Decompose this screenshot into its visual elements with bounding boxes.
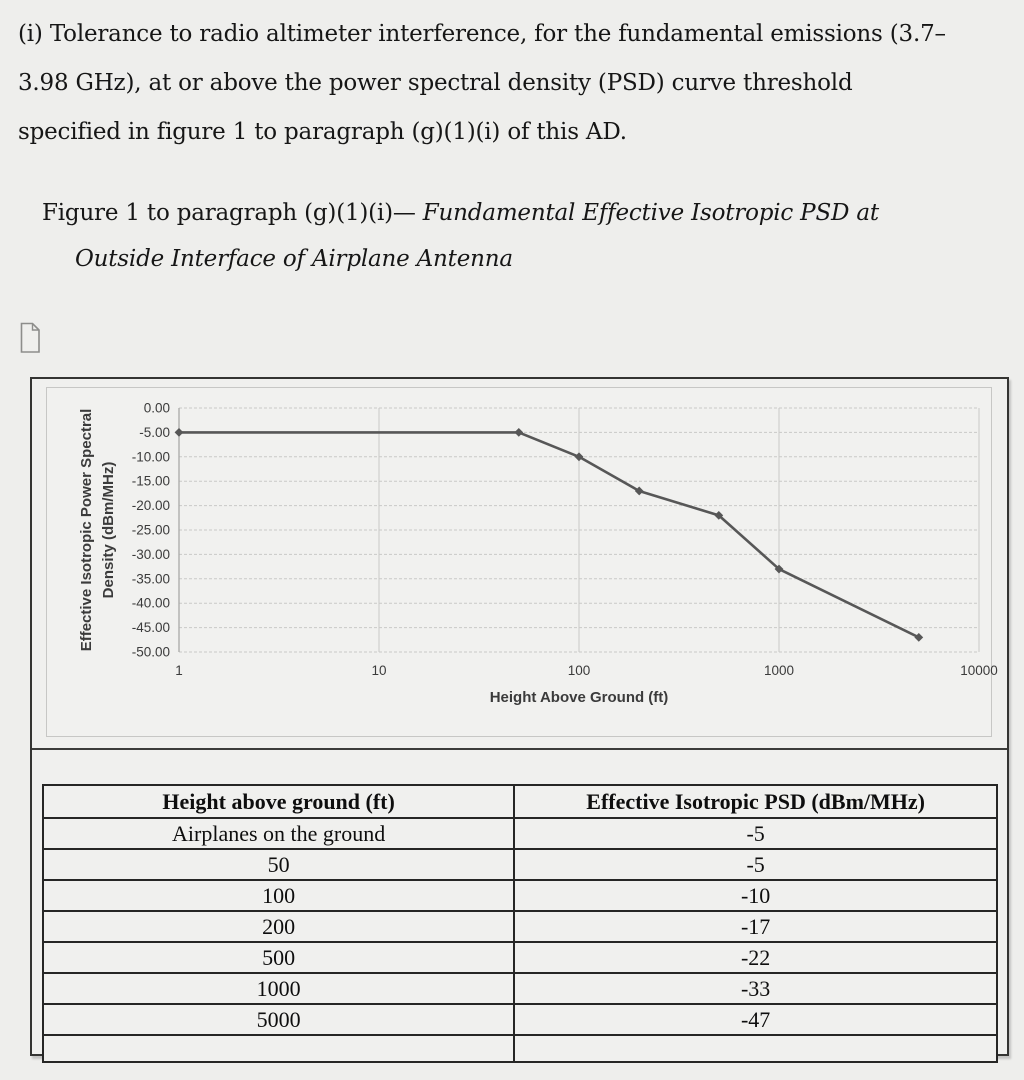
- y-tick-label: -35.00: [131, 571, 170, 587]
- y-axis-title-line1: Effective Isotropic Power Spectral: [78, 408, 95, 652]
- y-tick-label: -20.00: [131, 498, 170, 514]
- table-cell: -47: [514, 1004, 997, 1035]
- table-header-cell: Effective Isotropic PSD (dBm/MHz): [514, 785, 997, 818]
- figure-caption-line: [18, 190, 978, 236]
- y-tick-label: -40.00: [131, 595, 170, 611]
- figure-box: [30, 377, 1009, 1056]
- table-cell: 1000: [43, 973, 514, 1004]
- y-tick-label: 0.00: [143, 400, 170, 416]
- table-spacer-row: [43, 1035, 997, 1062]
- table-row: [43, 818, 997, 849]
- body-text-line: specified in figure 1 to paragraph (g)(1)(i) of this AD.: [18, 119, 627, 145]
- table-row: [43, 880, 997, 911]
- table-cell: Airplanes on the ground: [43, 818, 514, 849]
- y-tick-label: -25.00: [131, 522, 170, 538]
- table-header-row: [43, 785, 997, 818]
- table-cell: -10: [514, 880, 997, 911]
- table-row: [43, 1004, 997, 1035]
- body-text-line: 3.98 GHz), at or above the power spectral density (PSD) curve threshold: [18, 70, 853, 96]
- y-tick-label: -50.00: [131, 644, 170, 660]
- table-cell: 200: [43, 911, 514, 942]
- table-cell: -22: [514, 942, 997, 973]
- x-axis-title: Height Above Ground (ft): [489, 689, 669, 706]
- table-cell: -33: [514, 973, 997, 1004]
- table-cell: 100: [43, 880, 514, 911]
- y-tick-label: -30.00: [131, 546, 170, 562]
- table-header-cell: Height above ground (ft): [43, 785, 514, 818]
- table-cell: -5: [514, 818, 997, 849]
- psd-table: [42, 784, 998, 1063]
- table-cell: 500: [43, 942, 514, 973]
- table-cell: -17: [514, 911, 997, 942]
- x-tick-label: 100: [567, 663, 591, 678]
- body-paragraph: [18, 10, 1012, 157]
- table-row: [43, 911, 997, 942]
- x-tick-label: 1000: [763, 663, 795, 678]
- table-section: [32, 750, 1007, 1052]
- figure-caption-title: Fundamental Effective Isotropic PSD at: [422, 200, 879, 226]
- table-cell-empty: [43, 1035, 514, 1062]
- table-row: [43, 849, 997, 880]
- x-tick-label: 1: [175, 663, 183, 678]
- y-tick-label: -5.00: [139, 424, 170, 440]
- chart-section: [32, 379, 1007, 750]
- figure-caption-title-line2: Outside Interface of Airplane Antenna: [75, 246, 513, 272]
- table-cell: -5: [514, 849, 997, 880]
- figure-caption: [18, 190, 978, 282]
- table-cell: 5000: [43, 1004, 514, 1035]
- y-tick-label: -45.00: [131, 620, 170, 636]
- psd-line-chart: [32, 379, 1007, 748]
- y-tick-label: -15.00: [131, 473, 170, 489]
- x-tick-label: 10: [371, 663, 387, 678]
- table-row: [43, 973, 997, 1004]
- document-icon[interactable]: [18, 322, 42, 354]
- y-tick-label: -10.00: [131, 449, 170, 465]
- figure-caption-prefix: Figure 1 to paragraph (g)(1)(i)—: [42, 200, 423, 226]
- body-text-line: (i) Tolerance to radio altimeter interference, for the fundamental emissions (3.7–: [18, 21, 946, 47]
- table-row: [43, 942, 997, 973]
- table-cell-empty: [514, 1035, 997, 1062]
- x-tick-label: 10000: [960, 663, 998, 678]
- y-axis-title-line2: Density (dBm/MHz): [100, 461, 117, 599]
- table-cell: 50: [43, 849, 514, 880]
